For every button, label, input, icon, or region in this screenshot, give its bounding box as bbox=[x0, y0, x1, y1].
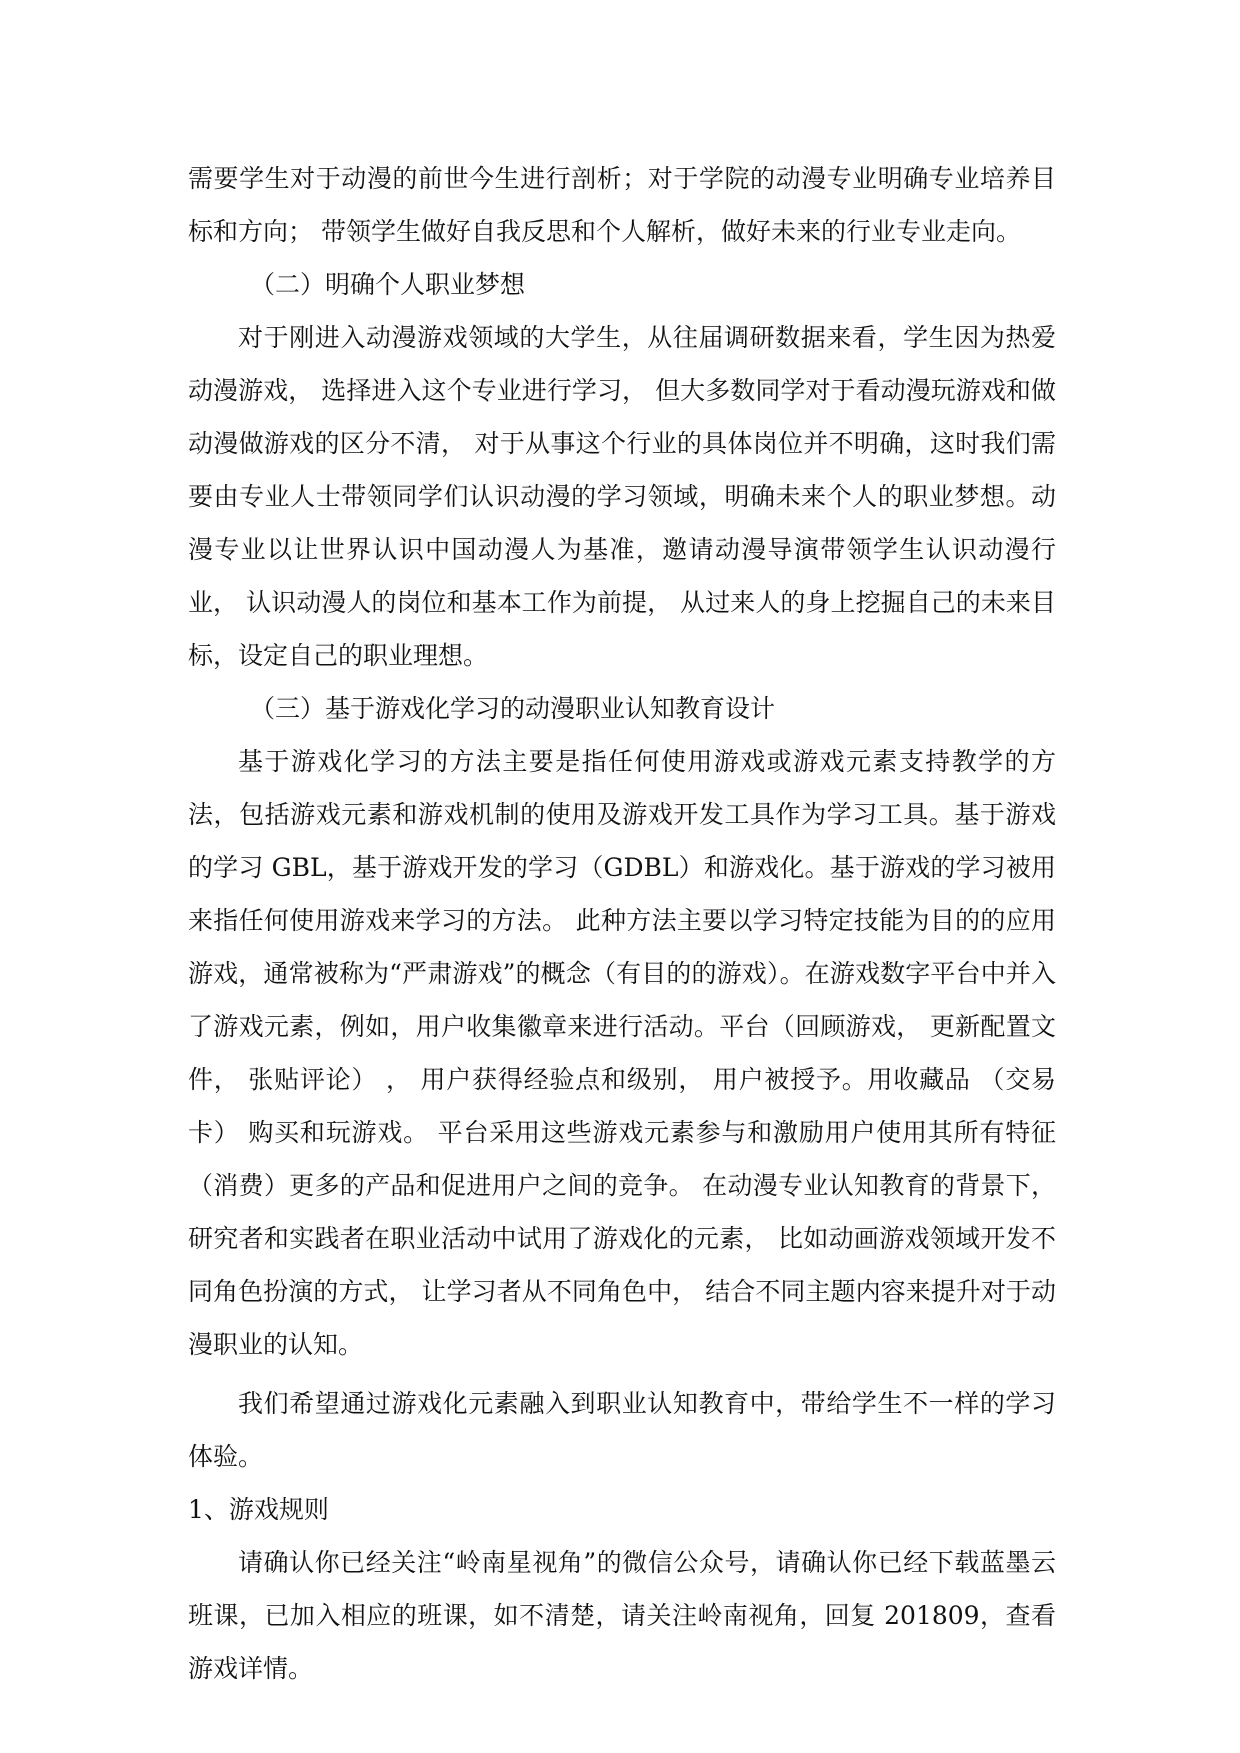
gamified-learning-paragraph: 基于游戏化学习的方法主要是指任何使用游戏或游戏元素支持教学的方法，包括游戏元素和游戏机制的使用及游戏开发工具作为学习工具。基于游戏的学习 GBL，基于游戏开发的学习（GDBL）和游戏化。基于游戏的学习被用来指任何使用游戏来学习的方法。 此种方法主要以学习特定技能为目的的应用游戏，通常被称为“严肃游戏”的概念（有目的的游戏）。在游戏数字平台中并入了游戏元素，例如，用户收集徽章来进行活动。平台（回顾游戏， 更新配置文件， 张贴评论） ， 用户获得经验点和级别， 用户被授予。用收藏品 （交易卡） 购买和玩游戏。 平台采用这些游戏元素参与和激励用户使用其所有特征 （消费）更多的产品和促进用户之间的竞争。 在动漫专业认知教育的背景下， 研究者和实践者在职业活动中试用了游戏化的元素， 比如动画游戏领域开发不同角色扮演的方式， 让学习者从不同角色中， 结合不同主题内容来提升对于动漫职业的认知。 bbox=[188, 747, 1056, 1359]
section-heading-career-dream: （二）明确个人职业梦想 bbox=[250, 270, 526, 299]
hope-paragraph: 我们希望通过游戏化元素融入到职业认知教育中，带给学生不一样的学习体验。 bbox=[188, 1389, 1056, 1471]
intro-paragraph: 需要学生对于动漫的前世今生进行剖析；对于学院的动漫专业明确专业培养目标和方向； 带领学生做好自我反思和个人解析，做好未来的行业专业走向。 bbox=[188, 164, 1056, 246]
game-rules-paragraph: 请确认你已经关注“岭南星视角”的微信公众号，请确认你已经下载蓝墨云班课，已加入相应的班课，如不清楚，请关注岭南视角，回复 201809，查看游戏详情。 bbox=[188, 1548, 1056, 1683]
section-heading-gamified-design: （三）基于游戏化学习的动漫职业认知教育设计 bbox=[250, 694, 776, 723]
career-dream-paragraph: 对于刚进入动漫游戏领域的大学生，从往届调研数据来看，学生因为热爱动漫游戏， 选择进入这个专业进行学习， 但大多数同学对于看动漫玩游戏和做动漫做游戏的区分不清， 对于从事这个行业的具体岗位并不明确，这时我们需要由专业人士带领同学们认识动漫的学习领域，明确未来个人的职业梦想。动漫专业以让世界认识中国动漫人为基准，邀请动漫导演带领学生认识动漫行业， 认识动漫人的岗位和基本工作为前提， 从过来人的身上挖掘自己的未来目标，设定自己的职业理想。 bbox=[188, 323, 1056, 670]
game-rules-heading: 1、游戏规则 bbox=[188, 1495, 329, 1524]
document-page bbox=[188, 152, 1056, 1695]
